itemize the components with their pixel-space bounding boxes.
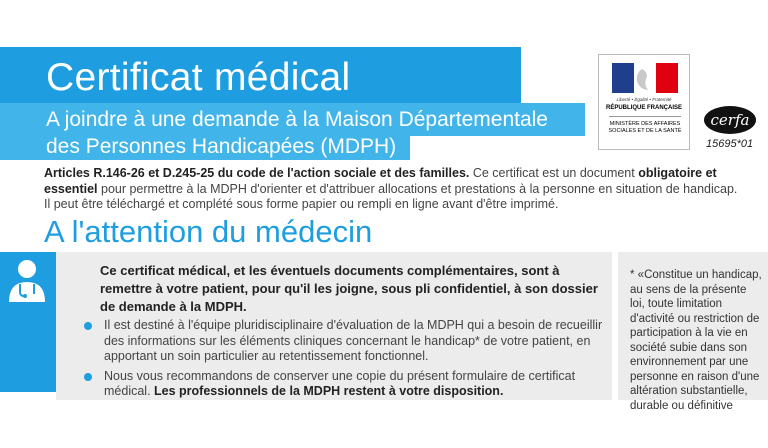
cerfa-number: 15695*01: [706, 138, 754, 150]
articles-text3: Il peut être téléchargé et complété sous forme papier ou rempli en ligne avant d'être imprimé.: [44, 197, 559, 211]
logo-divider: [609, 116, 681, 117]
motto-text: Liberté • Égalité • Fraternité: [616, 97, 672, 102]
page-subtitle: [46, 106, 606, 160]
subtitle-line1: A joindre à une demande à la Maison Départementale: [46, 108, 548, 131]
page-title: Certificat médical: [46, 56, 351, 99]
republic-text: RÉPUBLIQUE FRANÇAISE: [605, 105, 682, 111]
articles-text1: Ce certificat est un document: [469, 166, 639, 180]
government-logo: [598, 54, 690, 150]
doctor-intro: Ce certificat médical, et les éventuels documents complémentaires, sont à remettre à votre patient, pour qu'il les joigne, sous pli confidentiel, à son dossier de demande à la MDPH.: [100, 263, 598, 314]
bullet-dot-icon: [84, 322, 92, 330]
handicap-definition-text: * «Constitue un handicap, au sens de la présente loi, toute limitation d'activité ou restriction de participation à la vie en société subie dans son environnement par une personne en raison d'une altération substantielle, durable ou définitive: [630, 269, 762, 412]
list-item: [84, 369, 604, 400]
articles-paragraph: [44, 166, 764, 213]
marianne-flag-icon: [612, 63, 678, 93]
bullet-text: Nous vous recommandons de conserver une copie du présent formulaire de certificat médical.: [104, 368, 576, 398]
ministry-text: MINISTÈRE DES AFFAIRES SOCIALES ET DE LA SANTÉ: [608, 121, 682, 134]
bullet-bold-text: Les professionnels de la MDPH restent à votre disposition.: [154, 384, 504, 398]
cerfa-logo-icon: [703, 105, 757, 135]
articles-emphasis: obligatoire et essentiel: [44, 166, 717, 196]
doctor-icon: [6, 258, 48, 304]
articles-refs: Articles R.146-26 et D.245-25 du code de l'action sociale et des familles.: [44, 166, 470, 180]
bullet-dot-icon: [84, 373, 92, 381]
doctor-bullets: [84, 318, 604, 404]
section-title: A l'attention du médecin: [44, 214, 373, 249]
subtitle-line2: des Personnes Handicapées (MDPH): [46, 135, 397, 158]
list-item: [84, 318, 604, 365]
cerfa-logo-text: cerfa: [710, 111, 750, 129]
articles-text2: pour permettre à la MDPH d'orienter et d'attribuer allocations et prestations à la personne en situation de handicap.: [97, 181, 738, 196]
bullet-text: Il est destiné à l'équipe pluridisciplinaire d'évaluation de la MDPH qui a besoin de recueillir des informations sur les éléments cliniques concernant le handicap* de votre patient, en apportant un soin particulier au retentissement fonctionnel.: [104, 318, 603, 363]
